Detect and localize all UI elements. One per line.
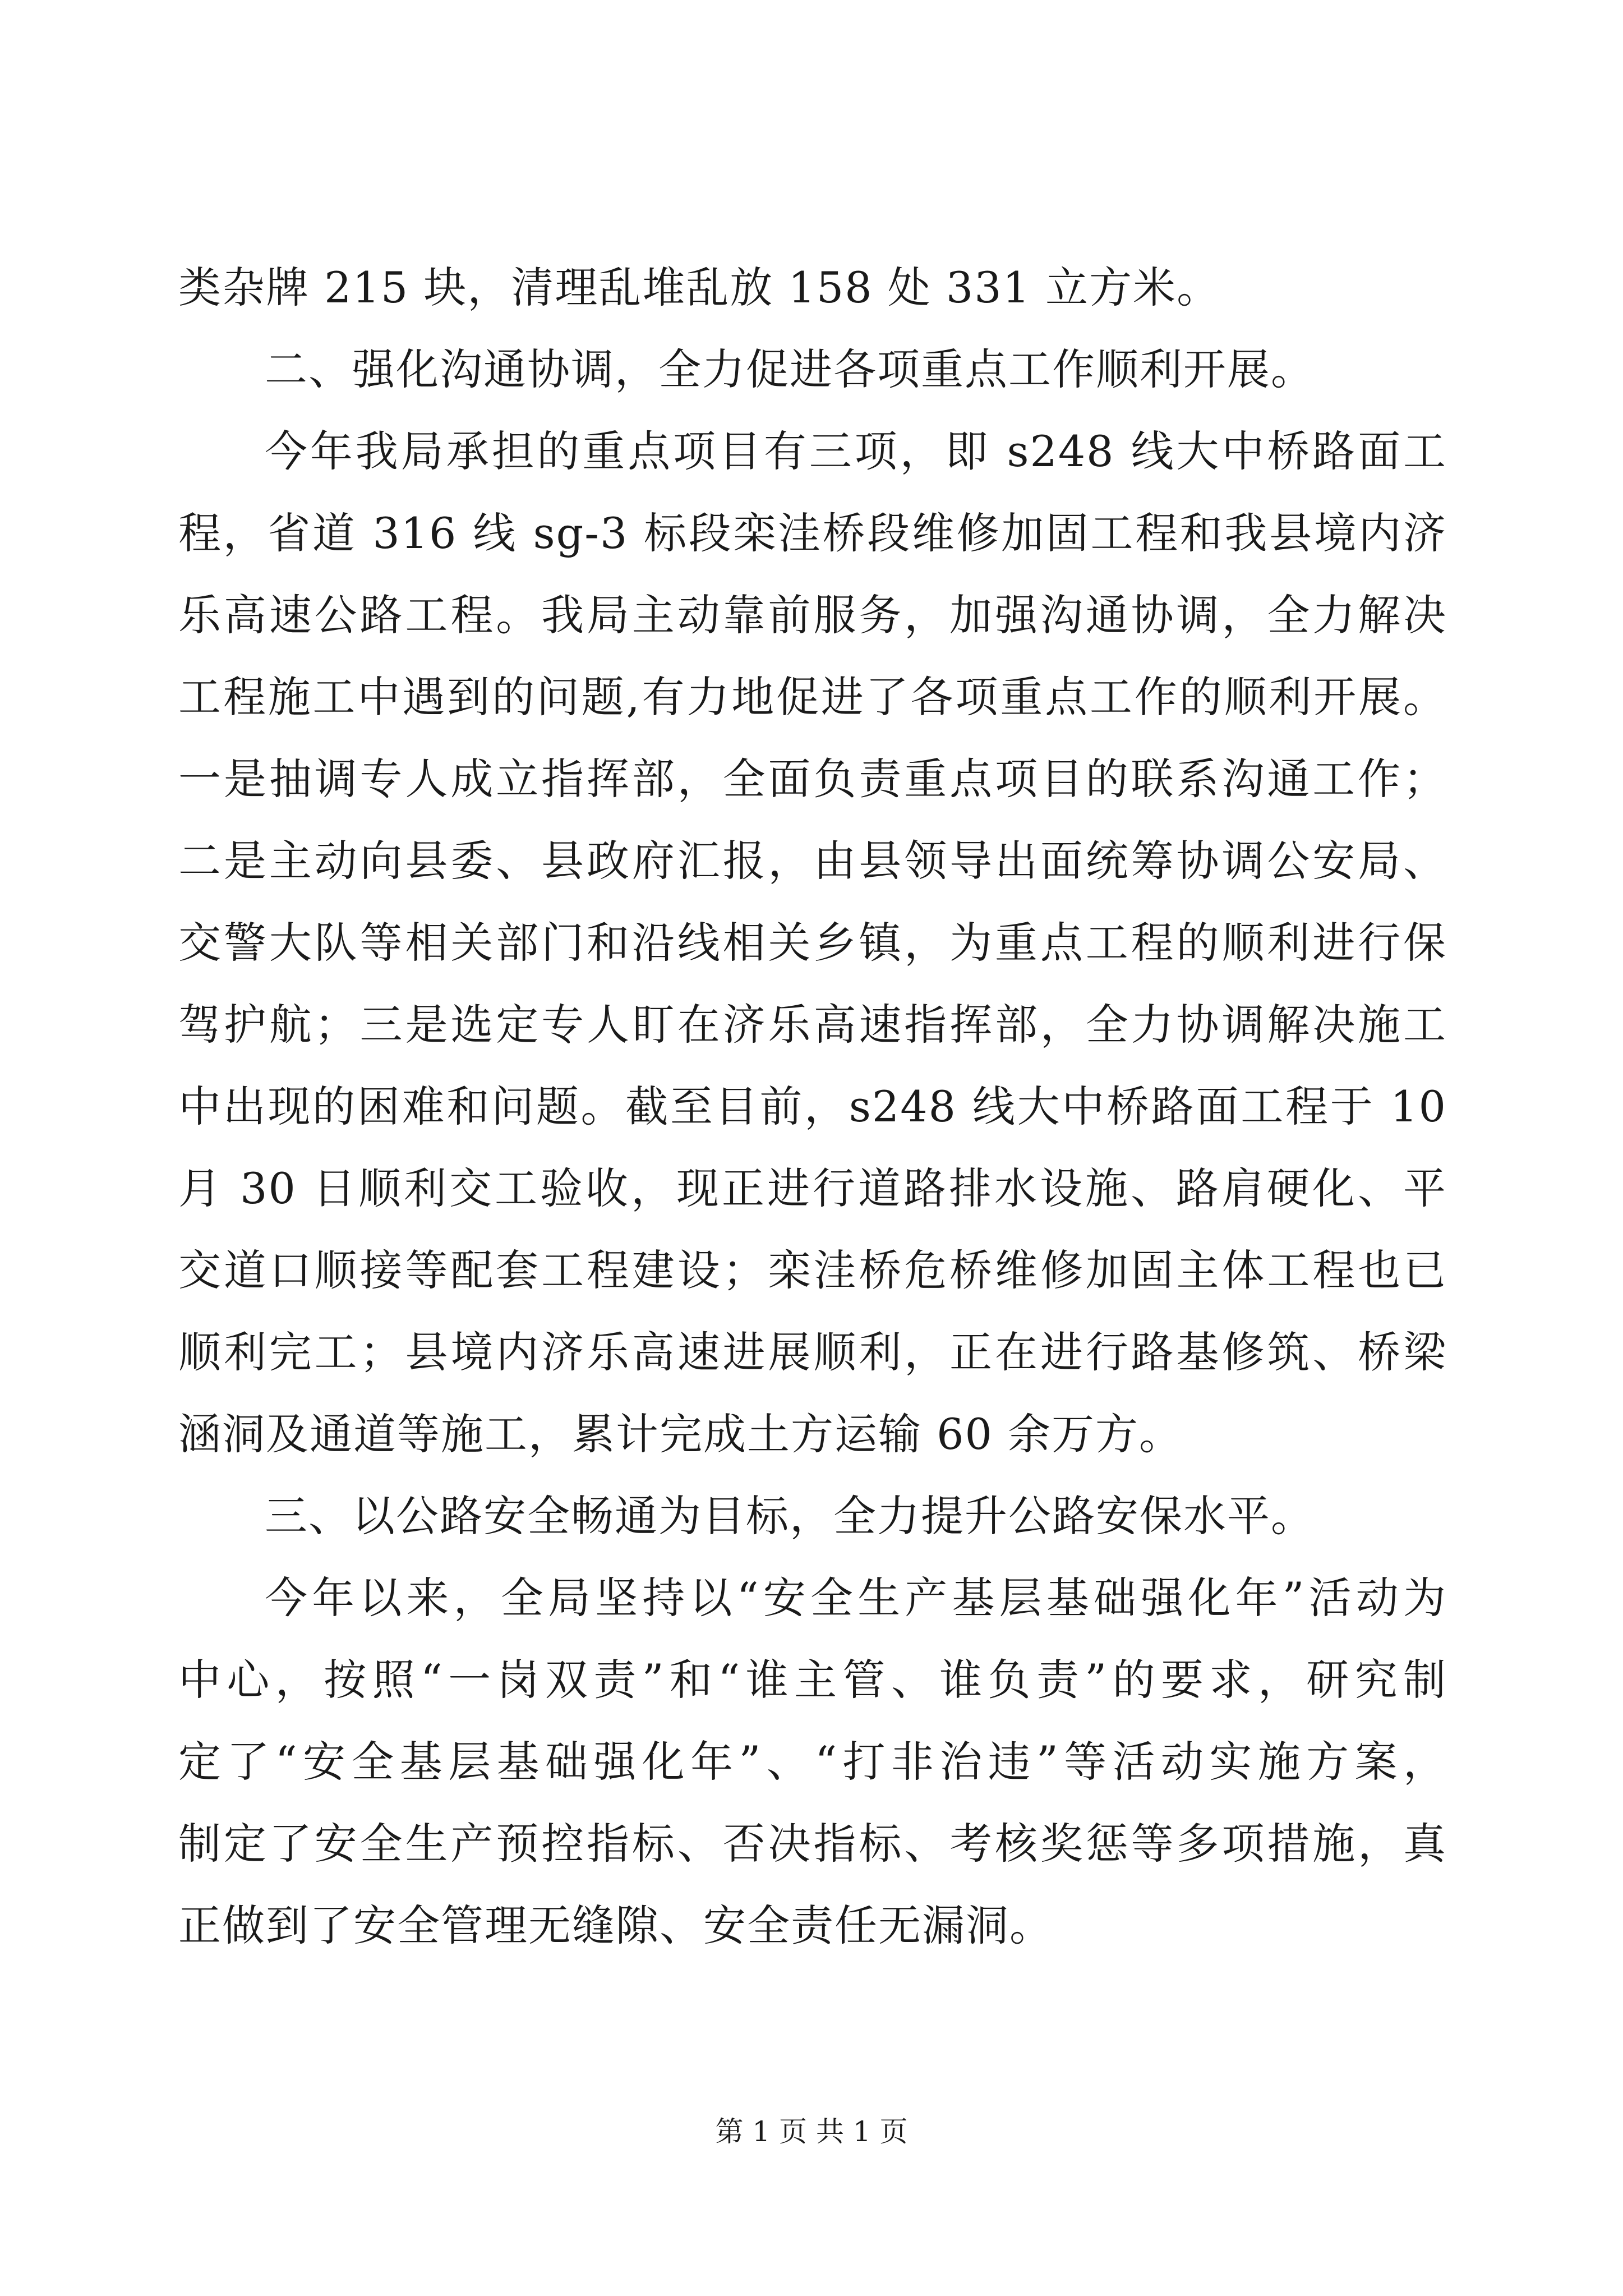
text-line: 交道口顺接等配套工程建设；栾洼桥危桥维修加固主体工程也已 bbox=[178, 1245, 1447, 1295]
text-line: 工程施工中遇到的问题,有力地促进了各项重点工作的顺利开展。 bbox=[178, 672, 1447, 722]
text-line: 定了“安全基层基础强化年”、“打非治违”等活动实施方案， bbox=[178, 1737, 1447, 1787]
text-line: 今年以来，全局坚持以“安全生产基层基础强化年”活动为 bbox=[265, 1573, 1447, 1623]
text-line: 制定了安全生产预控指标、否决指标、考核奖惩等多项措施，真 bbox=[178, 1819, 1447, 1869]
text-line: 中出现的困难和问题。截至目前，s248 线大中桥路面工程于 10 bbox=[178, 1082, 1447, 1131]
page-footer: 第 1 页 共 1 页 bbox=[715, 2115, 908, 2148]
text-line: 今年我局承担的重点项目有三项，即 s248 线大中桥路面工 bbox=[265, 426, 1447, 476]
section-heading-3: 三、以公路安全畅通为目标，全力提升公路安保水平。 bbox=[265, 1491, 1315, 1541]
text-line: 正做到了安全管理无缝隙、安全责任无漏洞。 bbox=[178, 1901, 1053, 1950]
text-line: 程，省道 316 线 sg-3 标段栾洼桥段维修加固工程和我县境内济 bbox=[178, 508, 1447, 558]
text-line: 类杂牌 215 块，清理乱堆乱放 158 处 331 立方米。 bbox=[178, 263, 1221, 312]
document-body bbox=[178, 247, 1447, 1967]
text-line: 交警大队等相关部门和沿线相关乡镇，为重点工程的顺利进行保 bbox=[178, 918, 1447, 968]
text-line: 月 30 日顺利交工验收，现正进行道路排水设施、路肩硬化、平 bbox=[178, 1163, 1447, 1213]
text-line: 一是抽调专人成立指挥部，全面负责重点项目的联系沟通工作； bbox=[178, 754, 1447, 804]
text-line: 中心，按照“一岗双责”和“谁主管、谁负责”的要求，研究制 bbox=[178, 1655, 1447, 1705]
text-line: 涵洞及通道等施工，累计完成土方运输 60 余万方。 bbox=[178, 1409, 1183, 1459]
section-heading-2: 二、强化沟通协调，全力促进各项重点工作顺利开展。 bbox=[265, 344, 1315, 394]
text-line: 二是主动向县委、县政府汇报，由县领导出面统筹协调公安局、 bbox=[178, 836, 1447, 886]
text-line: 驾护航；三是选定专人盯在济乐高速指挥部，全力协调解决施工 bbox=[178, 1000, 1447, 1050]
text-line: 顺利完工；县境内济乐高速进展顺利，正在进行路基修筑、桥梁 bbox=[178, 1327, 1447, 1377]
text-line: 乐高速公路工程。我局主动靠前服务，加强沟通协调，全力解决 bbox=[178, 590, 1447, 640]
